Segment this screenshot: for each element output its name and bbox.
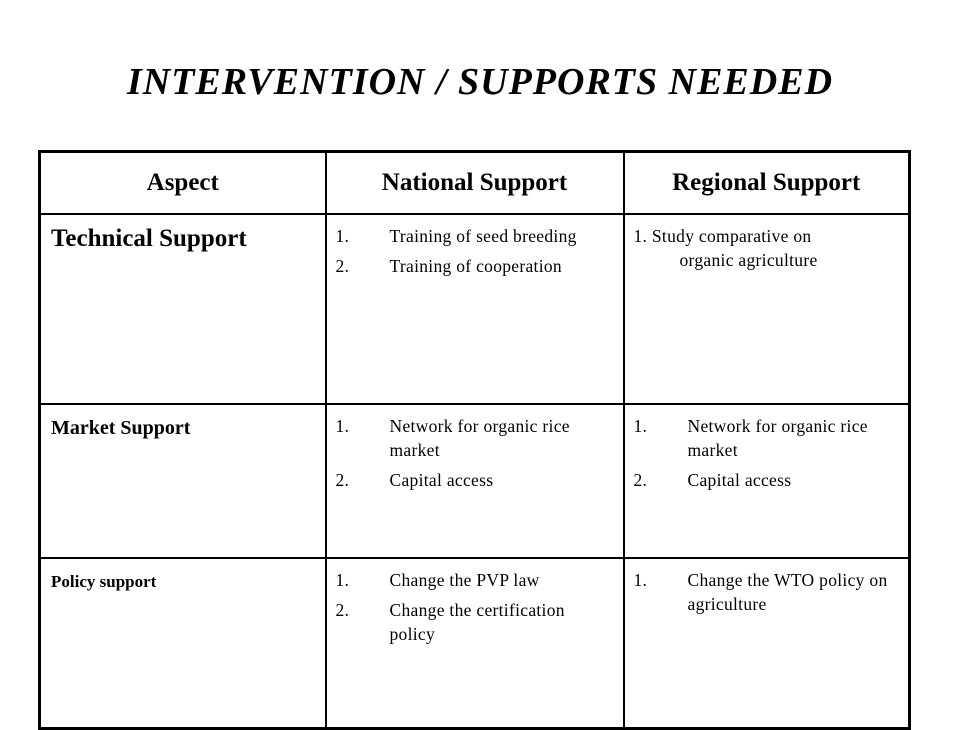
header-national-support: National Support (326, 152, 624, 215)
list-item (634, 468, 900, 492)
aspect-cell: Market Support (40, 404, 326, 558)
list-item (336, 468, 614, 492)
regional-cell (624, 558, 910, 729)
regional-item (626, 216, 908, 272)
list-number: 1. (335, 226, 350, 246)
regional-cell (624, 404, 910, 558)
list-number: 1. (633, 570, 648, 590)
list-number: 2. (335, 470, 350, 490)
national-cell (326, 214, 624, 404)
page-title: INTERVENTION / SUPPORTS NEEDED (126, 61, 834, 103)
list-number: 1. (335, 416, 350, 436)
list-text: Training of seed breeding (389, 226, 577, 246)
list-text: Training of cooperation (389, 256, 562, 276)
national-cell (326, 558, 624, 729)
list-item (634, 414, 900, 462)
regional-item-continuation: organic agriculture (679, 250, 818, 270)
regional-list (626, 406, 908, 492)
national-list (328, 216, 622, 278)
list-item (336, 254, 614, 278)
header-regional-support: Regional Support (624, 152, 910, 215)
list-number: 1. (633, 416, 648, 436)
list-item (634, 568, 900, 616)
table-row-market (40, 404, 910, 558)
list-item (336, 598, 614, 646)
list-number: 1. (335, 570, 350, 590)
aspect-cell: Policy support (40, 558, 326, 729)
list-number: 2. (633, 470, 648, 490)
national-list (328, 560, 622, 646)
list-text: Change the certification policy (389, 600, 565, 644)
list-text: Capital access (389, 470, 494, 490)
list-text: Capital access (687, 470, 792, 490)
regional-item-first-line: 1. Study comparative on (633, 226, 812, 246)
list-text: Change the WTO policy on agriculture (687, 570, 888, 614)
support-table (38, 150, 911, 730)
national-list (328, 406, 622, 492)
list-text: Change the PVP law (389, 570, 540, 590)
regional-list (626, 560, 908, 616)
list-item (336, 414, 614, 462)
list-text: Network for organic rice market (389, 416, 570, 460)
table-header-row (40, 152, 910, 215)
table-row-technical (40, 214, 910, 404)
table-row-policy (40, 558, 910, 729)
regional-cell (624, 214, 910, 404)
list-number: 2. (335, 256, 350, 276)
list-text: Network for organic rice market (687, 416, 868, 460)
list-item (336, 568, 614, 592)
national-cell (326, 404, 624, 558)
header-aspect: Aspect (40, 152, 326, 215)
aspect-cell: Technical Support (40, 214, 326, 404)
list-number: 2. (335, 600, 350, 620)
list-item (336, 224, 614, 248)
